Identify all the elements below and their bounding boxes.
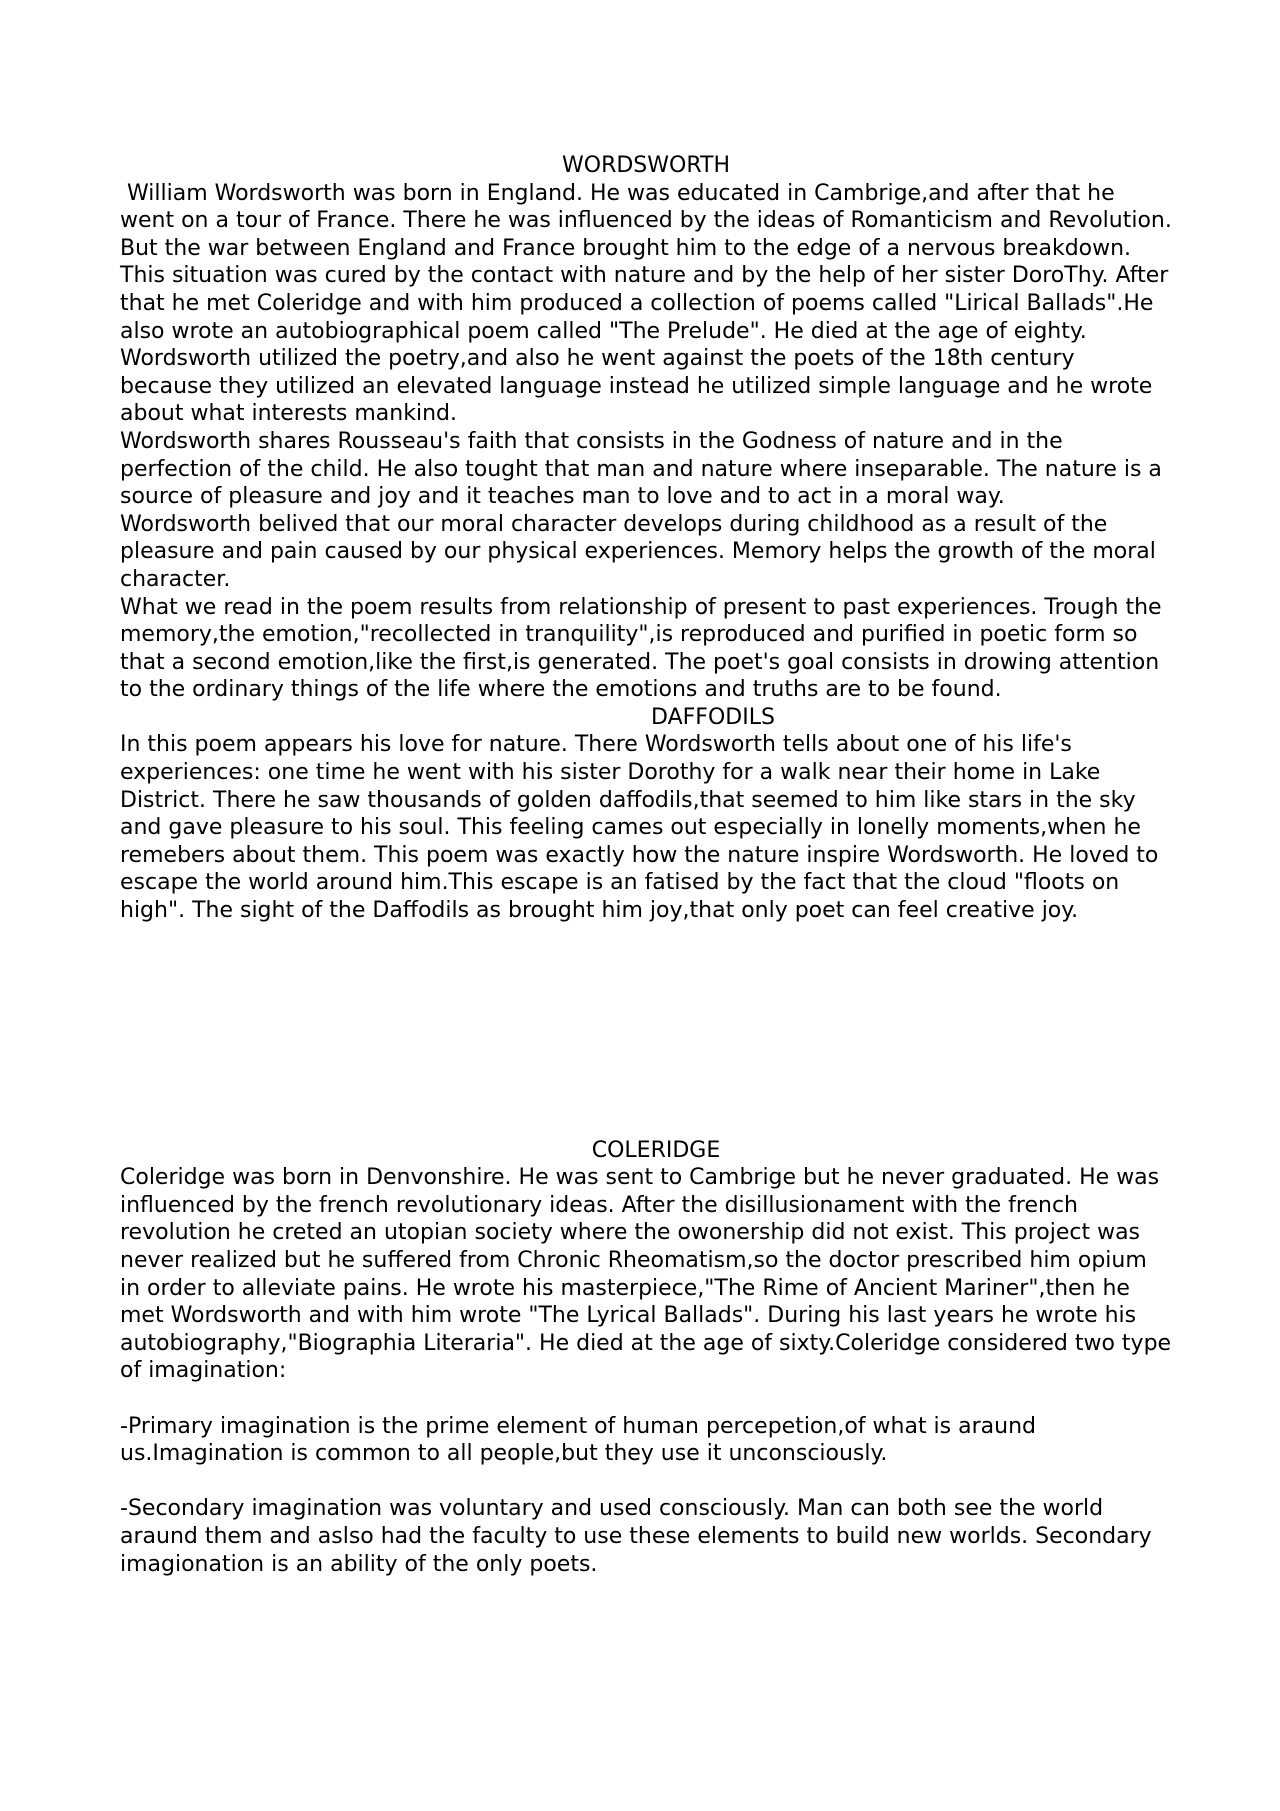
- paragraph: -Primary imagination is the prime element of human percepetion,of what is araund us.Imagination is common to all people,but they use it unconsciously.: [120, 1413, 1036, 1467]
- paragraph: What we read in the poem results from relationship of present to past experiences. Trough the memory,the emotion,"recollected in tranquility",is reproduced and purified in poetic form so that a second emotion,like the first,is generated. The poet's goal consists in drowing attention to the ordinary things of the life where the emotions and truths are to be found.: [120, 594, 1162, 703]
- section-title-daffodils: DAFFODILS: [651, 704, 775, 730]
- blank-space: [120, 925, 1172, 1137]
- blank-line: [120, 1468, 1172, 1496]
- section-title-coleridge: COLERIDGE: [591, 1137, 721, 1163]
- paragraph: In this poem appears his love for nature. There Wordsworth tells about one of his life's experiences: one time he went with his sister Dorothy for a walk near their home in Lake District. There he saw thousands of golden daffodils,that seemed to him like stars in the sky and gave pleasure to his soul. This feeling cames out especially in lonelly moments,when he remebers about them. This poem was exactly how the nature inspire Wordsworth. He loved to escape the world around him.This escape is an fatised by the fact that the cloud "floots on high". The sight of the Daffodils as brought him joy,that only poet can feel creative joy.: [120, 732, 1159, 924]
- paragraph: Wordsworth belived that our moral character develops during childhood as a result of the pleasure and pain caused by our physical experiences. Memory helps the growth of the moral character.: [120, 511, 1156, 592]
- paragraph: Coleridge was born in Denvonshire. He was sent to Cambrige but he never graduated. He was influenced by the french revolutionary ideas. After the disillusionament with the french revolution he creted an utopian society where the owonership did not exist. This project was never realized but he suffered from Chronic Rheomatism,so the doctor prescribed him opium in order to alleviate pains. He wrote his masterpiece,"The Rime of Ancient Mariner",then he met Wordsworth and with him wrote "The Lyrical Ballads". During his last years he wrote his autobiography,"Biographia Literaria". He died at the age of sixty.Coleridge considered two type of imagination:: [120, 1165, 1172, 1384]
- paragraph: Wordsworth utilized the poetry,and also he went against the poets of the 18th century because they utilized an elevated language instead he utilized simple language and he wrote about what interests mankind.: [120, 346, 1153, 427]
- paragraph: -Secondary imagination was voluntary and used consciously. Man can both see the world araund them and aslso had the faculty to use these elements to build new worlds. Secondary imagionation is an ability of the only poets.: [120, 1496, 1152, 1577]
- paragraph: Wordsworth shares Rousseau's faith that consists in the Godness of nature and in the perfection of the child. He also tought that man and nature where inseparable. The nature is a source of pleasure and joy and it teaches man to love and to act in a moral way.: [120, 428, 1162, 510]
- section-title-wordsworth: WORDSWORTH: [562, 153, 730, 178]
- blank-line: [120, 1385, 1172, 1413]
- document-page: [120, 152, 1179, 1578]
- paragraph: William Wordsworth was born in England. He was educated in Cambrige,and after that he went on a tour of France. There he was influenced by the ideas of Romanticism and Revolution. But the war between England and France brought him to the edge of a nervous breakdown. This situation was cured by the contact with nature and by the help of her sister DoroThy. After that he met Coleridge and with him produced a collection of poems called "Lirical Ballads".He also wrote an autobiographical poem called "The Prelude". He died at the age of eighty.: [120, 180, 1179, 344]
